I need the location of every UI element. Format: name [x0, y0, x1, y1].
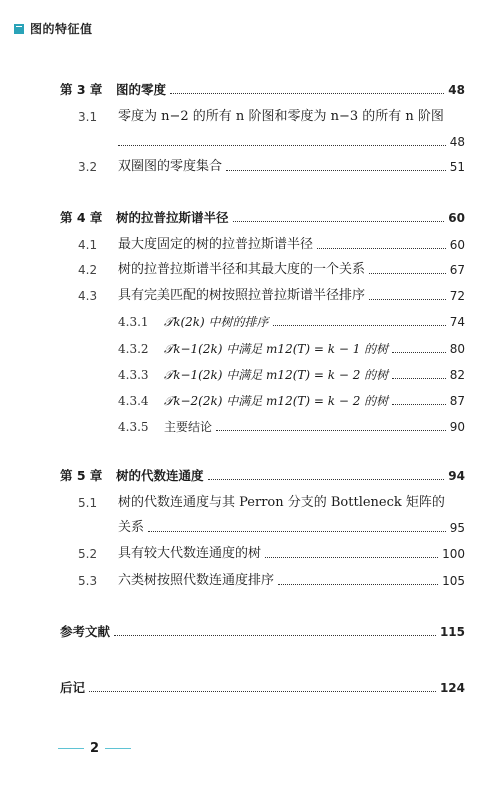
leader-dots — [369, 273, 446, 274]
entry-page: 90 — [449, 420, 465, 434]
entry-title: 树的拉普拉斯谱半径和其最大度的一个关系 — [118, 262, 366, 277]
entry-page: 94 — [448, 469, 465, 483]
toc-section-4-2[interactable] — [78, 258, 465, 278]
entry-page: 48 — [448, 83, 465, 97]
page-number: 2 — [90, 741, 100, 756]
entry-page: 124 — [439, 681, 465, 695]
entry-number: 4.1 — [78, 238, 98, 252]
toc-section-4-1[interactable] — [78, 233, 465, 253]
entry-title: 零度为 n−2 的所有 n 阶图和零度为 n−3 的所有 n 阶图 — [118, 109, 444, 124]
entry-page: 51 — [449, 160, 465, 174]
entry-title: 树的拉普拉斯谱半径 — [116, 210, 229, 225]
entry-title: 参考文献 — [60, 624, 111, 639]
entry-page: 48 — [449, 135, 465, 149]
entry-page: 100 — [442, 547, 465, 561]
entry-number: 3.1 — [78, 110, 98, 124]
entry-title: 树的代数连通度 — [116, 468, 204, 483]
page-footer — [58, 741, 131, 756]
toc-section-3-1-cont[interactable] — [118, 130, 465, 150]
entry-title: 具有完美匹配的树按照拉普拉斯谱半径排序 — [118, 288, 366, 303]
entry-page: 60 — [449, 238, 465, 252]
toc-section-3-1[interactable] — [78, 105, 465, 125]
entry-title: 𝒯k−1(2k) 中满足 m12(T) = k − 2 的树 — [164, 368, 389, 382]
entry-title: 𝒯k(2k) 中树的排序 — [164, 315, 269, 329]
entry-page: 67 — [449, 263, 465, 277]
toc-postscript[interactable] — [60, 676, 465, 696]
toc-chapter-5[interactable] — [60, 464, 465, 484]
toc-subsection-4-3-2[interactable] — [118, 337, 465, 357]
leader-dots — [118, 145, 446, 146]
entry-number: 第 5 章 — [60, 468, 103, 483]
toc-section-5-2[interactable] — [78, 542, 465, 562]
toc-references[interactable] — [60, 620, 465, 640]
leader-dots — [273, 325, 446, 326]
leader-dots — [89, 691, 436, 692]
leader-dots — [114, 635, 436, 636]
entry-number: 4.3.2 — [118, 342, 149, 356]
entry-number: 第 4 章 — [60, 210, 103, 225]
entry-page: 95 — [449, 521, 465, 535]
leader-dots — [233, 221, 445, 222]
entry-number: 第 3 章 — [60, 82, 103, 97]
leader-dots — [278, 584, 438, 585]
toc-subsection-4-3-4[interactable] — [118, 389, 465, 409]
entry-number: 5.2 — [78, 547, 98, 561]
header-title: 图的特征值 — [30, 22, 93, 36]
leader-dots — [208, 479, 445, 480]
leader-dots — [170, 93, 444, 94]
toc-subsection-4-3-3[interactable] — [118, 363, 465, 383]
entry-title: 树的代数连通度与其 Perron 分支的 Bottleneck 矩阵的 — [118, 495, 445, 510]
toc-chapter-3[interactable] — [60, 78, 465, 98]
entry-number: 4.3.3 — [118, 368, 149, 382]
leader-dots — [226, 170, 446, 171]
toc-subsection-4-3-1[interactable] — [118, 310, 465, 330]
toc-section-5-1-cont[interactable] — [118, 516, 465, 536]
entry-number: 4.3.1 — [118, 315, 149, 329]
entry-page: 82 — [449, 368, 465, 382]
entry-number: 4.3.5 — [118, 420, 149, 434]
entry-title: 六类树按照代数连通度排序 — [118, 573, 275, 588]
entry-title: 主要结论 — [164, 420, 213, 434]
toc-section-3-2[interactable] — [78, 155, 465, 175]
toc-section-5-3[interactable] — [78, 569, 465, 589]
entry-number: 4.3 — [78, 289, 98, 303]
entry-number: 5.3 — [78, 574, 98, 588]
footer-rule — [105, 748, 131, 749]
entry-title: 最大度固定的树的拉普拉斯谱半径 — [118, 237, 314, 252]
entry-page: 72 — [449, 289, 465, 303]
entry-number: 5.1 — [78, 496, 98, 510]
entry-title-continued: 关系 — [118, 520, 145, 535]
entry-number: 3.2 — [78, 160, 98, 174]
entry-page: 74 — [449, 315, 465, 329]
leader-dots — [392, 378, 446, 379]
entry-title: 𝒯k−1(2k) 中满足 m12(T) = k − 1 的树 — [164, 342, 389, 356]
leader-dots — [317, 248, 446, 249]
leader-dots — [392, 352, 446, 353]
entry-title: 双圈图的零度集合 — [118, 159, 223, 174]
leader-dots — [216, 430, 446, 431]
entry-page: 115 — [439, 625, 465, 639]
leader-dots — [148, 531, 446, 532]
toc-section-4-3[interactable] — [78, 284, 465, 304]
toc-chapter-4[interactable] — [60, 206, 465, 226]
entry-title: 后记 — [60, 680, 86, 695]
leader-dots — [369, 299, 446, 300]
entry-page: 105 — [442, 574, 465, 588]
entry-number: 4.2 — [78, 263, 98, 277]
entry-page: 87 — [449, 394, 465, 408]
entry-number: 4.3.4 — [118, 394, 149, 408]
entry-title: 𝒯k−2(2k) 中满足 m12(T) = k − 2 的树 — [164, 394, 389, 408]
entry-page: 80 — [449, 342, 465, 356]
entry-title: 具有较大代数连通度的树 — [118, 546, 262, 561]
toc-subsection-4-3-5[interactable] — [118, 415, 465, 435]
footer-rule — [58, 748, 84, 749]
toc-section-5-1[interactable] — [78, 491, 465, 511]
leader-dots — [392, 404, 446, 405]
leader-dots — [265, 557, 438, 558]
entry-page: 60 — [448, 211, 465, 225]
entry-title: 图的零度 — [116, 82, 167, 97]
